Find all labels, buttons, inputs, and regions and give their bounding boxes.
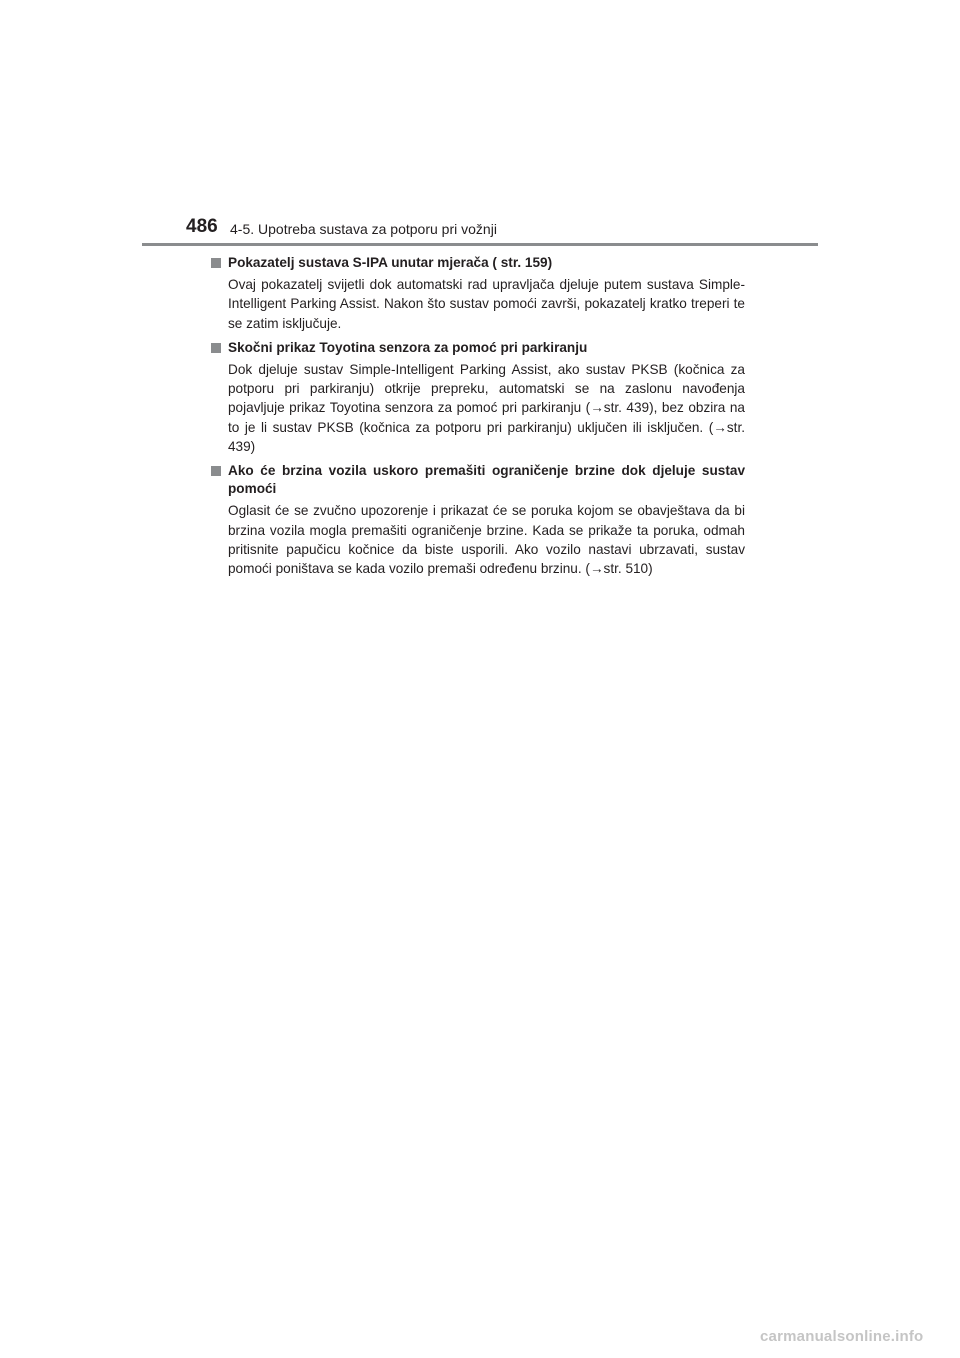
page-content [211,254,745,585]
section-sensor-popup [211,339,745,456]
section-heading [211,339,745,357]
section-sipa-indicator [211,254,745,333]
section-heading-text: Pokazatelj sustava S-IPA unutar mjerača ( str. 159) [228,255,553,270]
header-divider [142,243,818,246]
section-heading-text: Ako će brzina vozila uskoro premašiti ograničenje brzine dok djeluje sustav pomoći [228,463,745,497]
section-heading [211,254,745,272]
section-body: Dok djeluje sustav Simple-Intelligent Parking Assist, ako sustav PKSB (kočnica za potporu pri parkiranju) otkrije prepreku, automatski se na zaslonu navođenja pojavljuje prikaz Toyotina senzora za pomoć pri parkiranju (→str. 439), bez obzira na to je li sustav PKSB (kočnica za potporu pri parkiranju) uključen ili isključen. (→str. 439) [228,361,745,455]
chapter-title: 4-5. Upotreba sustava za potporu pri vožnji [230,221,497,237]
section-body: Oglasit će se zvučno upozorenje i prikazat će se poruka kojom se obavještava da bi brzina vozila mogla premašiti ograničenje brzine. Kada se prikaže ta poruka, odmah pritisnite papučicu kočnice da biste usporili. Ako vozilo nastavi ubrzavati, sustav pomoći poništava se kada vozilo premaši određenu brzinu. (→str. 510) [228,503,745,577]
page-number: 486 [186,216,218,237]
site-watermark: carmanualsonline.info [760,1328,924,1345]
section-speed-limit [211,462,745,578]
square-bullet-icon [211,258,221,268]
square-bullet-icon [211,343,221,353]
section-heading [211,462,745,498]
section-body: Ovaj pokazatelj svijetli dok automatski rad upravljača djeluje putem sustava Simple-Intelligent Parking Assist. Nakon što sustav pomoći završi, pokazatelj kratko treperi te se zatim isključuje. [228,277,745,331]
section-heading-text: Skočni prikaz Toyotina senzora za pomoć pri parkiranju [228,339,588,355]
square-bullet-icon [211,466,221,476]
